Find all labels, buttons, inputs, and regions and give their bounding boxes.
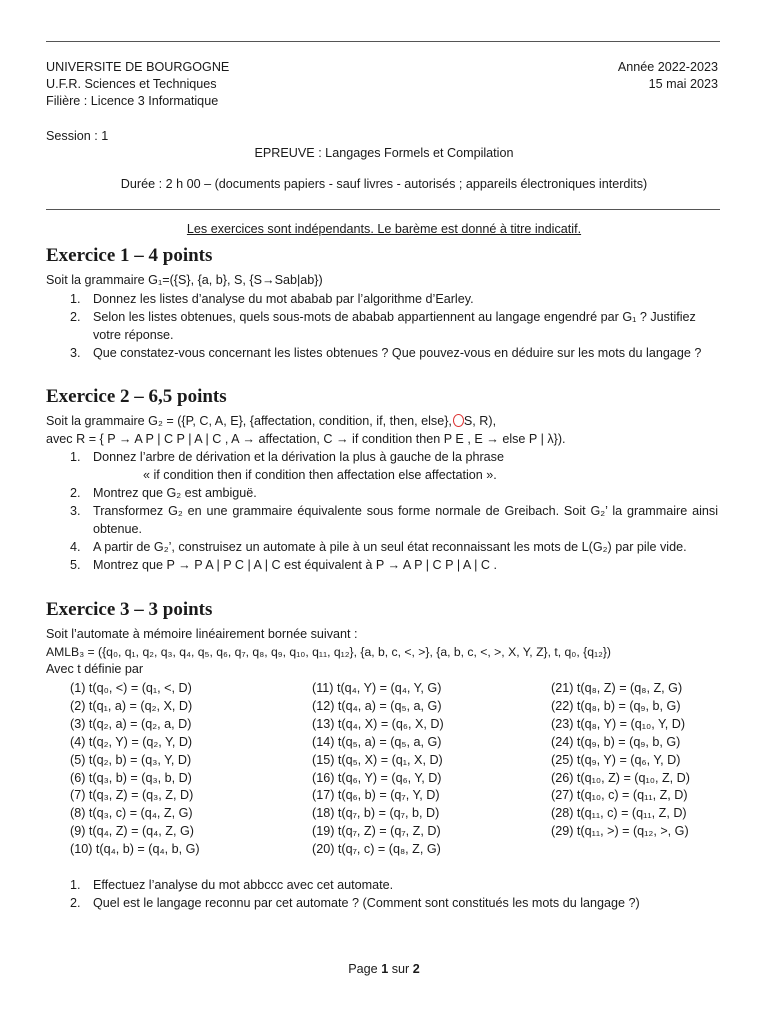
exercise-3-intro <box>46 626 748 679</box>
exercise-3-title: Exercice 3 – 3 points <box>46 599 213 620</box>
question-item: 5. Montrez que P → P A | P C | A | C est équivalent à P → A P | C P | A | C . <box>70 558 497 572</box>
transition-rule: (9) t(q₄, Z) = (q₄, Z, G) <box>70 824 194 839</box>
question-item: 2. Quel est le langage reconnu par cet automate ? (Comment sont constitués les mots du langage ?) <box>70 896 640 910</box>
red-circle-mark-icon <box>453 414 464 427</box>
exercise-2-intro-line2: avec R = { P → A P | C P | A | C , A → affectation, C → if condition then P E , E → else P | λ}). <box>46 431 566 446</box>
transition-rule: (13) t(q₄, X) = (q₆, X, D) <box>312 716 444 731</box>
transition-rule: (11) t(q₄, Y) = (q₄, Y, G) <box>312 681 442 695</box>
transition-rule: (15) t(q₅, X) = (q₁, X, D) <box>312 752 443 767</box>
transition-rule: (12) t(q₄, a) = (q₅, a, G) <box>312 698 442 713</box>
transition-rule: (28) t(q₁₁, c) = (q₁₁, Z, D) <box>551 806 687 821</box>
epreuve: EPREUVE : Langages Formels et Compilation <box>254 146 514 160</box>
exercise-2-questions <box>46 448 718 574</box>
exercise-2-intro-line1: Soit la grammaire G₂ = ({P, C, A, E}, {affectation, condition, if, then, else}, S, R), <box>46 414 497 428</box>
transition-rule: (14) t(q₅, a) = (q₅, a, G) <box>312 734 442 749</box>
transition-rule: (7) t(q₃, Z) = (q₃, Z, D) <box>70 788 194 803</box>
question-item: 1. Donnez l’arbre de dérivation et la dérivation la plus à gauche de la phrase « if condition then if condition then affectation else affectation ». <box>70 450 504 482</box>
top-rule <box>46 41 720 42</box>
transition-rule: (22) t(q₈, b) = (q₉, b, G) <box>551 698 681 713</box>
transition-rule: (1) t(q₀, <) = (q₁, <, D) <box>70 681 192 695</box>
ufr-name: U.F.R. Sciences et Techniques <box>46 77 217 91</box>
transition-rule: (29) t(q₁₁, >) = (q₁₂, >, G) <box>551 824 689 839</box>
question-item: 2. Selon les listes obtenues, quels sous-mots de ababab appartiennent au langage engendré par G₁ ? Justifiez votre réponse. <box>70 309 696 342</box>
exercise-3-intro-line1: Soit l’automate à mémoire linéairement bornée suivant : <box>46 627 358 641</box>
exercise-1-questions <box>46 290 718 362</box>
exercise-3-questions-block <box>46 876 718 912</box>
transition-rule: (17) t(q₆, b) = (q₇, Y, D) <box>312 788 440 803</box>
page-total: 2 <box>412 962 420 976</box>
exercise-2-section <box>46 413 718 574</box>
transition-rule: (27) t(q₁₀, c) = (q₁₁, Z, D) <box>551 788 688 803</box>
exercise-1-title: Exercice 1 – 4 points <box>46 245 213 266</box>
transition-rule: (19) t(q₇, Z) = (q₇, Z, D) <box>312 824 441 839</box>
transition-rule: (24) t(q₉, b) = (q₉, b, G) <box>551 734 681 749</box>
question-item: 2. Montrez que G₂ est ambiguë. <box>70 486 257 500</box>
session: Session : 1 <box>46 129 109 143</box>
header-right <box>618 59 718 93</box>
transition-rule: (5) t(q₂, b) = (q₃, Y, D) <box>70 752 192 767</box>
duree: Durée : 2 h 00 – (documents papiers - sauf livres - autorisés ; appareils électroniques interdits) <box>120 177 648 191</box>
exam-date: 15 mai 2023 <box>648 77 718 91</box>
academic-year: Année 2022-2023 <box>617 60 718 74</box>
transitions-column-1 <box>70 680 200 859</box>
transition-rule: (3) t(q₂, a) = (q₂, a, D) <box>70 716 192 731</box>
page-current: 1 <box>381 962 389 976</box>
transition-rule: (18) t(q₇, b) = (q₇, b, D) <box>312 806 440 821</box>
instructions-note: Les exercices sont indépendants. Le barème est donné à titre indicatif. <box>186 222 582 236</box>
transitions-column-3 <box>551 680 690 841</box>
exercise-2-title: Exercice 2 – 6,5 points <box>46 386 227 407</box>
transition-rule: (16) t(q₆, Y) = (q₆, Y, D) <box>312 770 442 785</box>
transition-rule: (6) t(q₃, b) = (q₃, b, D) <box>70 770 192 785</box>
transition-rule: (10) t(q₄, b) = (q₄, b, G) <box>70 842 200 857</box>
transition-rule: (2) t(q₁, a) = (q₂, X, D) <box>70 698 193 713</box>
question-item: 4. A partir de G₂’, construisez un automate à pile à un seul état reconnaissant les mots de L(G₂) par pile vide. <box>70 540 687 554</box>
question-item: 1. Effectuez l’analyse du mot abbccc avec cet automate. <box>70 878 394 892</box>
filiere: Filière : Licence 3 Informatique <box>46 94 219 108</box>
question-item: 3. Transformez G₂ en une grammaire équivalente sous forme normale de Greibach. Soit G₂’ la grammaire ainsi obtenue. <box>70 504 718 536</box>
transition-rule: (8) t(q₃, c) = (q₄, Z, G) <box>70 806 193 821</box>
exercise-1-section <box>46 272 718 362</box>
transition-rule: (20) t(q₇, c) = (q₈, Z, G) <box>312 842 441 857</box>
header-left <box>46 59 229 110</box>
transition-rule: (25) t(q₉, Y) = (q₆, Y, D) <box>551 752 681 767</box>
transitions-column-2 <box>312 680 444 859</box>
transition-rule: (26) t(q₁₀, Z) = (q₁₀, Z, D) <box>551 770 690 785</box>
exercise-1-intro: Soit la grammaire G₁=({S}, {a, b}, S, {S→Sab|ab}) <box>46 273 323 287</box>
page-footer: Page 1 sur 2 <box>348 962 420 976</box>
question-item: 3. Que constatez-vous concernant les listes obtenues ? Que pouvez-vous en déduire sur les mots du langage ? <box>70 345 702 360</box>
exercise-3-questions <box>46 876 718 912</box>
header-bottom-rule <box>46 209 720 210</box>
exercise-3-intro-line3: Avec t définie par <box>46 662 144 676</box>
transition-rule: (4) t(q₂, Y) = (q₂, Y, D) <box>70 734 193 749</box>
transition-rule: (23) t(q₈, Y) = (q₁₀, Y, D) <box>551 716 686 731</box>
question-item: 1. Donnez les listes d’analyse du mot ababab par l’algorithme d’Earley. <box>70 291 474 306</box>
university-name: UNIVERSITE DE BOURGOGNE <box>46 60 230 74</box>
automaton-definition: AMLB₃ = ({q₀, q₁, q₂, q₃, q₄, q₅, q₆, q₇, q₈, q₉, q₁₀, q₁₁, q₁₂}, {a, b, c, <, >}, {a, b, c, <, >, X, Y, Z}, t, q₀, {q₁₂}) <box>46 644 611 659</box>
transition-rule: (21) t(q₈, Z) = (q₈, Z, G) <box>551 681 683 695</box>
